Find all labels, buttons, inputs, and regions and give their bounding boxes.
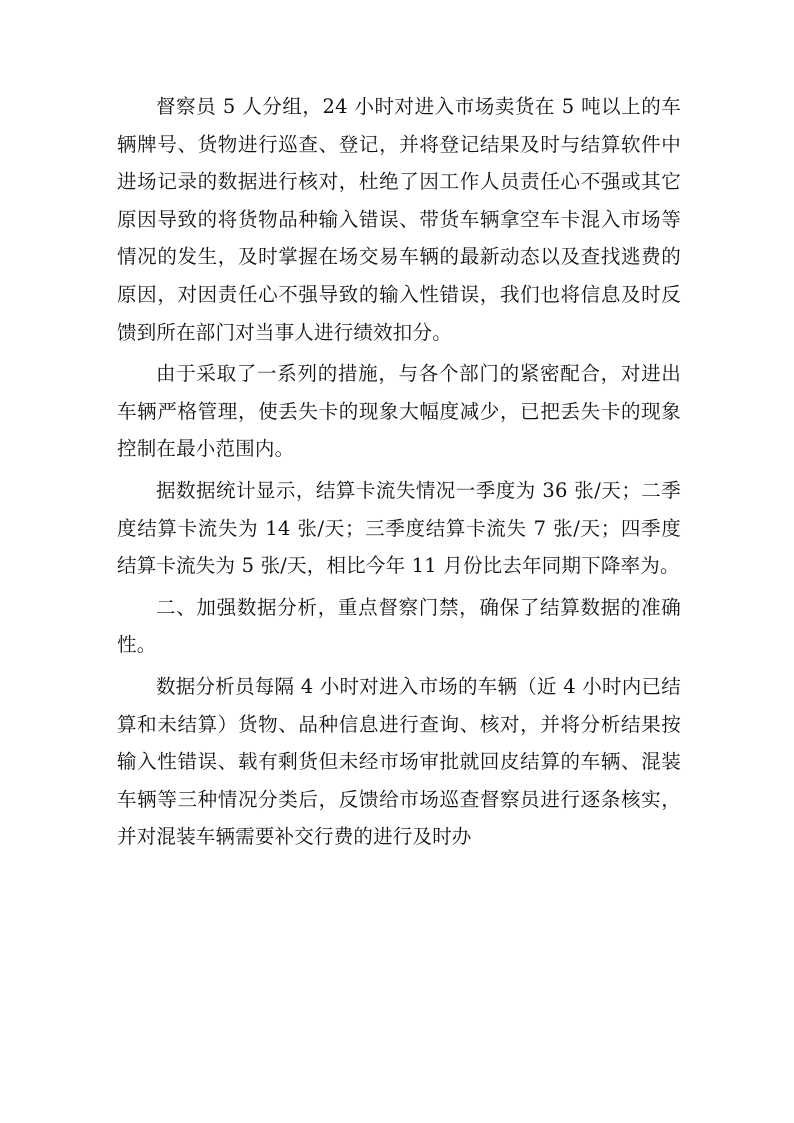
paragraph-statistics: 据数据统计显示，结算卡流失情况一季度为 36 张/天；二季度结算卡流失为 14 张/天；三季度结算卡流失 7 张/天；四季度结算卡流失为 5 张/天，相比今年 11 月份比去年同期下降率为。 — [117, 478, 681, 578]
paragraph-section-heading: 二、加强数据分析，重点督察门禁，确保了结算数据的准确性。 — [117, 595, 681, 657]
paragraph-inspectors: 督察员 5 人分组，24 小时对进入市场卖货在 5 吨以上的车辆牌号、货物进行巡查、登记，并将登记结果及时与结算软件中进场记录的数据进行核对，杜绝了因工作人员责任心不强或其它原因导致的将货物品种输入错误、带货车辆拿空车卡混入市场等情况的发生，及时掌握在场交易车辆的最新动态以及查找逃费的原因，对因责任心不强导致的输入性错误，我们也将信息及时反馈到所在部门对当事人进行绩效扣分。 — [117, 95, 681, 344]
document-body — [117, 88, 681, 860]
paragraph-measures: 由于采取了一系列的措施，与各个部门的紧密配合，对进出车辆严格管理，使丢失卡的现象大幅度减少，已把丢失卡的现象控制在最小范围内。 — [117, 362, 681, 461]
paragraph-data-analysis: 数据分析员每隔 4 小时对进入市场的车辆（近 4 小时内已结算和未结算）货物、品种信息进行查询、核对，并将分析结果按输入性错误、载有剩货但未经市场审批就回皮结算的车辆、混装车辆等三种情况分类后，反馈给市场巡查督察员进行逐条核实，并对混装车辆需要补交行费的进行及时办 — [117, 674, 681, 849]
